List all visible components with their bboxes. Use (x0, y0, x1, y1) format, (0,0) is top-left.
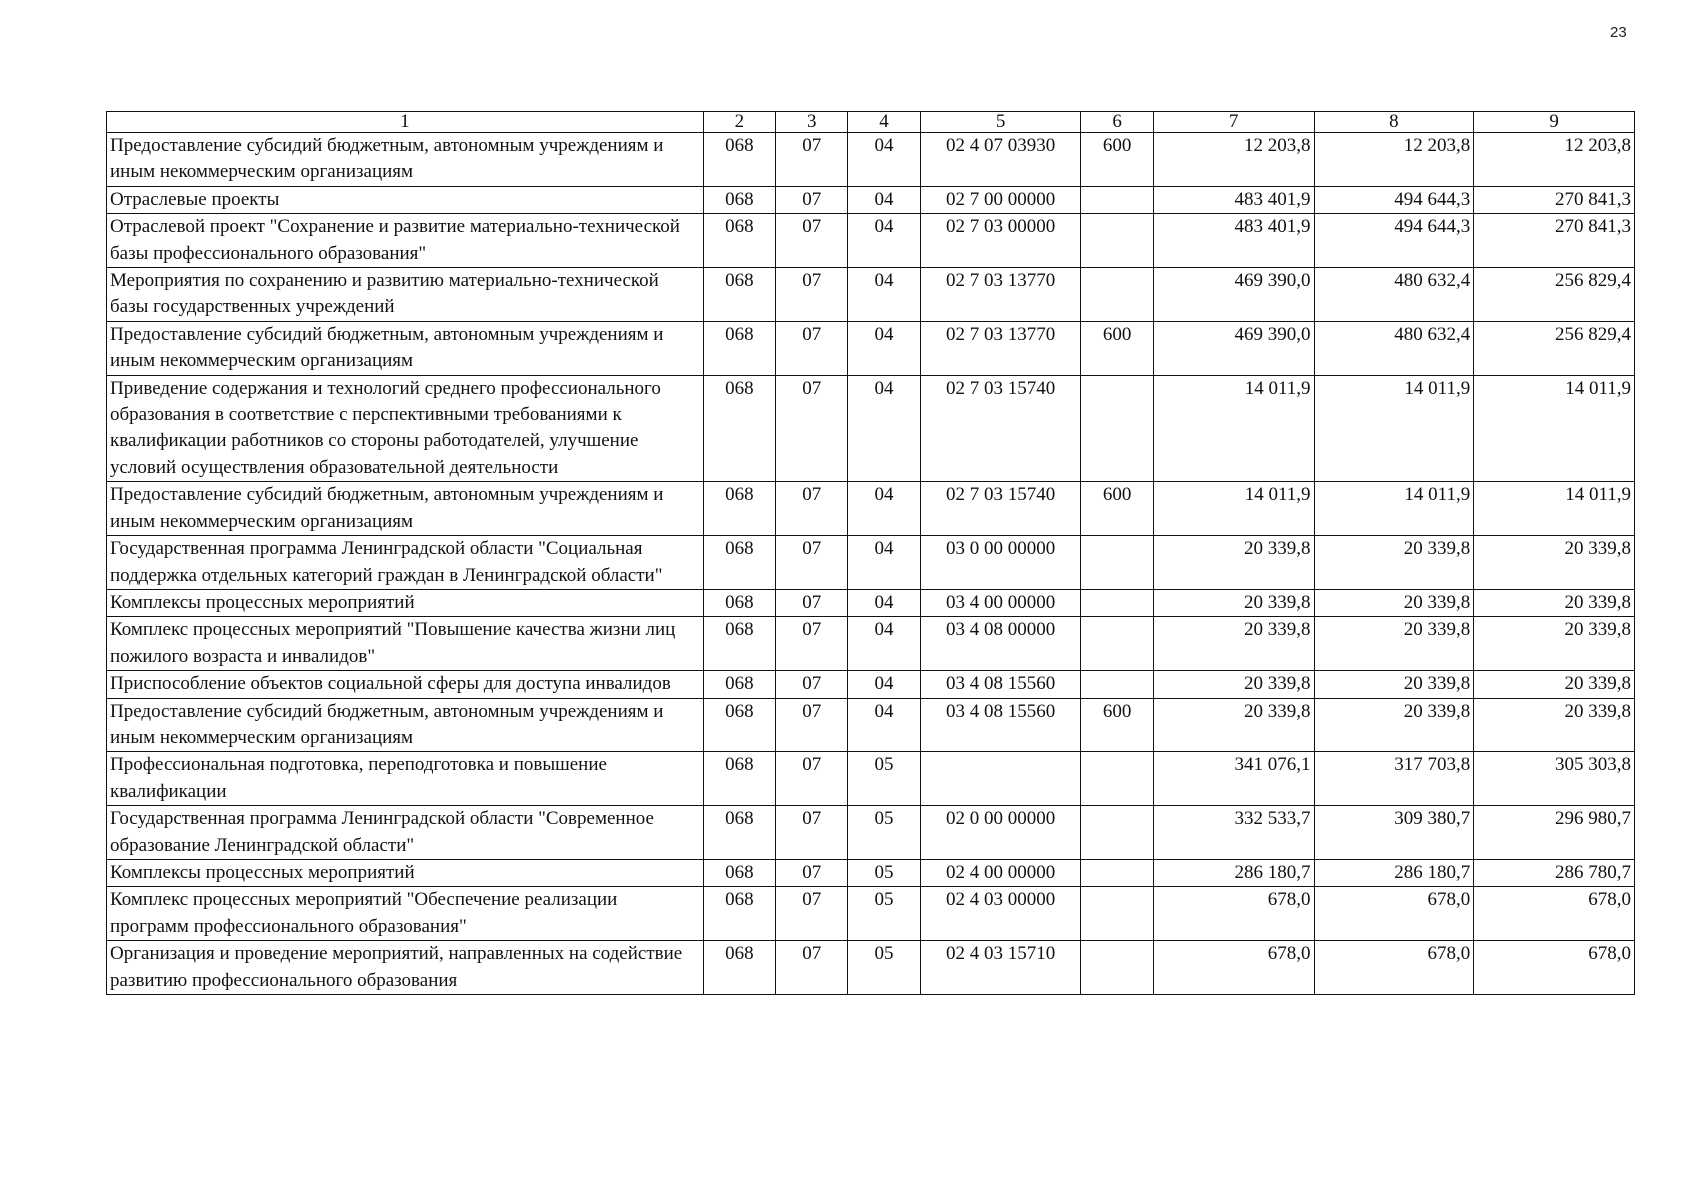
expense-type-cell (1081, 752, 1153, 806)
column-header: 1 (107, 112, 704, 133)
target-article-cell: 03 4 08 15560 (920, 671, 1081, 698)
table-row (107, 806, 1635, 860)
table-row (107, 859, 1635, 886)
section-code-cell: 07 (776, 671, 848, 698)
target-article-cell: 02 0 00 00000 (920, 806, 1081, 860)
ministry-code-cell: 068 (703, 941, 775, 995)
section-code-cell: 07 (776, 214, 848, 268)
subsection-code-cell: 04 (848, 698, 920, 752)
table-row (107, 321, 1635, 375)
amount-col-8-cell: 317 703,8 (1314, 752, 1474, 806)
section-code-cell: 07 (776, 482, 848, 536)
subsection-code-cell: 05 (848, 887, 920, 941)
amount-col-8-cell: 286 180,7 (1314, 859, 1474, 886)
amount-col-7-cell: 469 390,0 (1153, 321, 1314, 375)
column-header: 4 (848, 112, 920, 133)
amount-col-8-cell: 20 339,8 (1314, 617, 1474, 671)
ministry-code-cell: 068 (703, 698, 775, 752)
amount-col-7-cell: 678,0 (1153, 887, 1314, 941)
amount-col-8-cell: 20 339,8 (1314, 698, 1474, 752)
section-code-cell: 07 (776, 698, 848, 752)
subsection-code-cell: 04 (848, 321, 920, 375)
subsection-code-cell: 04 (848, 536, 920, 590)
ministry-code-cell: 068 (703, 186, 775, 213)
amount-col-9-cell: 256 829,4 (1474, 321, 1635, 375)
amount-col-9-cell: 20 339,8 (1474, 589, 1635, 616)
amount-col-8-cell: 480 632,4 (1314, 321, 1474, 375)
expense-type-cell (1081, 806, 1153, 860)
amount-col-7-cell: 483 401,9 (1153, 186, 1314, 213)
amount-col-8-cell: 14 011,9 (1314, 482, 1474, 536)
amount-col-9-cell: 270 841,3 (1474, 214, 1635, 268)
subsection-code-cell: 04 (848, 186, 920, 213)
item-name-cell: Отраслевые проекты (107, 186, 704, 213)
column-header: 8 (1314, 112, 1474, 133)
section-code-cell: 07 (776, 941, 848, 995)
section-code-cell: 07 (776, 859, 848, 886)
table-row (107, 671, 1635, 698)
expense-type-cell (1081, 214, 1153, 268)
amount-col-9-cell: 296 980,7 (1474, 806, 1635, 860)
ministry-code-cell: 068 (703, 617, 775, 671)
column-header: 9 (1474, 112, 1635, 133)
amount-col-8-cell: 20 339,8 (1314, 671, 1474, 698)
expense-type-cell (1081, 671, 1153, 698)
item-name-cell: Предоставление субсидий бюджетным, автономным учреждениям и иным некоммерческим организациям (107, 482, 704, 536)
table-row (107, 375, 1635, 482)
target-article-cell: 03 4 08 00000 (920, 617, 1081, 671)
item-name-cell: Организация и проведение мероприятий, направленных на содействие развитию профессионального образования (107, 941, 704, 995)
section-code-cell: 07 (776, 752, 848, 806)
section-code-cell: 07 (776, 589, 848, 616)
table-row (107, 186, 1635, 213)
subsection-code-cell: 05 (848, 806, 920, 860)
amount-col-9-cell: 270 841,3 (1474, 186, 1635, 213)
expense-type-cell: 600 (1081, 321, 1153, 375)
column-header: 6 (1081, 112, 1153, 133)
expense-type-cell (1081, 536, 1153, 590)
amount-col-7-cell: 469 390,0 (1153, 268, 1314, 322)
target-article-cell: 02 7 03 13770 (920, 321, 1081, 375)
amount-col-9-cell: 286 780,7 (1474, 859, 1635, 886)
ministry-code-cell: 068 (703, 133, 775, 187)
target-article-cell: 02 4 03 00000 (920, 887, 1081, 941)
subsection-code-cell: 04 (848, 375, 920, 482)
ministry-code-cell: 068 (703, 375, 775, 482)
subsection-code-cell: 05 (848, 859, 920, 886)
target-article-cell: 02 7 00 00000 (920, 186, 1081, 213)
subsection-code-cell: 04 (848, 482, 920, 536)
table-row (107, 268, 1635, 322)
target-article-cell: 03 0 00 00000 (920, 536, 1081, 590)
ministry-code-cell: 068 (703, 482, 775, 536)
item-name-cell: Комплекс процессных мероприятий "Повышение качества жизни лиц пожилого возраста и инвалидов" (107, 617, 704, 671)
column-header: 2 (703, 112, 775, 133)
expense-type-cell: 600 (1081, 482, 1153, 536)
table-row (107, 214, 1635, 268)
target-article-cell (920, 752, 1081, 806)
table-row (107, 133, 1635, 187)
amount-col-8-cell: 494 644,3 (1314, 214, 1474, 268)
amount-col-9-cell: 678,0 (1474, 941, 1635, 995)
amount-col-9-cell: 20 339,8 (1474, 671, 1635, 698)
expense-type-cell (1081, 375, 1153, 482)
amount-col-8-cell: 678,0 (1314, 941, 1474, 995)
section-code-cell: 07 (776, 375, 848, 482)
amount-col-8-cell: 14 011,9 (1314, 375, 1474, 482)
column-header: 7 (1153, 112, 1314, 133)
table-row (107, 698, 1635, 752)
ministry-code-cell: 068 (703, 214, 775, 268)
target-article-cell: 03 4 00 00000 (920, 589, 1081, 616)
item-name-cell: Профессиональная подготовка, переподготовка и повышение квалификации (107, 752, 704, 806)
amount-col-9-cell: 20 339,8 (1474, 536, 1635, 590)
ministry-code-cell: 068 (703, 671, 775, 698)
amount-col-9-cell: 678,0 (1474, 887, 1635, 941)
column-header: 3 (776, 112, 848, 133)
section-code-cell: 07 (776, 268, 848, 322)
page-number: 23 (1610, 24, 1627, 41)
ministry-code-cell: 068 (703, 268, 775, 322)
table-row (107, 887, 1635, 941)
expense-type-cell (1081, 589, 1153, 616)
ministry-code-cell: 068 (703, 536, 775, 590)
column-header: 5 (920, 112, 1081, 133)
expense-type-cell: 600 (1081, 133, 1153, 187)
table-row (107, 536, 1635, 590)
item-name-cell: Мероприятия по сохранению и развитию материально-технической базы государственных учреждений (107, 268, 704, 322)
subsection-code-cell: 04 (848, 214, 920, 268)
amount-col-7-cell: 483 401,9 (1153, 214, 1314, 268)
amount-col-8-cell: 480 632,4 (1314, 268, 1474, 322)
target-article-cell: 02 7 03 15740 (920, 375, 1081, 482)
target-article-cell: 02 4 07 03930 (920, 133, 1081, 187)
amount-col-7-cell: 14 011,9 (1153, 482, 1314, 536)
subsection-code-cell: 04 (848, 671, 920, 698)
subsection-code-cell: 04 (848, 589, 920, 616)
table-body (107, 133, 1635, 995)
item-name-cell: Комплексы процессных мероприятий (107, 589, 704, 616)
ministry-code-cell: 068 (703, 752, 775, 806)
item-name-cell: Отраслевой проект "Сохранение и развитие материально-технической базы профессионального образования" (107, 214, 704, 268)
target-article-cell: 02 4 00 00000 (920, 859, 1081, 886)
item-name-cell: Предоставление субсидий бюджетным, автономным учреждениям и иным некоммерческим организациям (107, 321, 704, 375)
amount-col-8-cell: 309 380,7 (1314, 806, 1474, 860)
amount-col-8-cell: 494 644,3 (1314, 186, 1474, 213)
amount-col-7-cell: 332 533,7 (1153, 806, 1314, 860)
target-article-cell: 03 4 08 15560 (920, 698, 1081, 752)
item-name-cell: Комплексы процессных мероприятий (107, 859, 704, 886)
amount-col-8-cell: 678,0 (1314, 887, 1474, 941)
amount-col-9-cell: 256 829,4 (1474, 268, 1635, 322)
item-name-cell: Предоставление субсидий бюджетным, автономным учреждениям и иным некоммерческим организациям (107, 698, 704, 752)
item-name-cell: Государственная программа Ленинградской области "Современное образование Ленинградской области" (107, 806, 704, 860)
amount-col-7-cell: 20 339,8 (1153, 536, 1314, 590)
amount-col-7-cell: 12 203,8 (1153, 133, 1314, 187)
ministry-code-cell: 068 (703, 321, 775, 375)
table-row (107, 617, 1635, 671)
section-code-cell: 07 (776, 617, 848, 671)
target-article-cell: 02 7 03 13770 (920, 268, 1081, 322)
amount-col-7-cell: 341 076,1 (1153, 752, 1314, 806)
amount-col-7-cell: 678,0 (1153, 941, 1314, 995)
amount-col-7-cell: 20 339,8 (1153, 617, 1314, 671)
expense-type-cell: 600 (1081, 698, 1153, 752)
subsection-code-cell: 04 (848, 268, 920, 322)
amount-col-8-cell: 20 339,8 (1314, 589, 1474, 616)
subsection-code-cell: 05 (848, 941, 920, 995)
item-name-cell: Комплекс процессных мероприятий "Обеспечение реализации программ профессионального образования" (107, 887, 704, 941)
item-name-cell: Приспособление объектов социальной сферы для доступа инвалидов (107, 671, 704, 698)
expense-type-cell (1081, 617, 1153, 671)
section-code-cell: 07 (776, 887, 848, 941)
amount-col-7-cell: 20 339,8 (1153, 671, 1314, 698)
target-article-cell: 02 4 03 15710 (920, 941, 1081, 995)
item-name-cell: Предоставление субсидий бюджетным, автономным учреждениям и иным некоммерческим организациям (107, 133, 704, 187)
amount-col-8-cell: 20 339,8 (1314, 536, 1474, 590)
subsection-code-cell: 04 (848, 617, 920, 671)
amount-col-7-cell: 286 180,7 (1153, 859, 1314, 886)
section-code-cell: 07 (776, 186, 848, 213)
ministry-code-cell: 068 (703, 859, 775, 886)
section-code-cell: 07 (776, 133, 848, 187)
amount-col-9-cell: 12 203,8 (1474, 133, 1635, 187)
expense-type-cell (1081, 268, 1153, 322)
item-name-cell: Приведение содержания и технологий среднего профессионального образования в соответствие с перспективными требованиями к квалификации работников со стороны работодателей, улучшение условий осуществления образовательной деятельности (107, 375, 704, 482)
expense-type-cell (1081, 186, 1153, 213)
table-row (107, 941, 1635, 995)
budget-table (106, 111, 1635, 995)
amount-col-9-cell: 305 303,8 (1474, 752, 1635, 806)
section-code-cell: 07 (776, 536, 848, 590)
table-header-row (107, 112, 1635, 133)
amount-col-9-cell: 14 011,9 (1474, 482, 1635, 536)
section-code-cell: 07 (776, 321, 848, 375)
ministry-code-cell: 068 (703, 589, 775, 616)
section-code-cell: 07 (776, 806, 848, 860)
item-name-cell: Государственная программа Ленинградской области "Социальная поддержка отдельных категорий граждан в Ленинградской области" (107, 536, 704, 590)
table-row (107, 589, 1635, 616)
ministry-code-cell: 068 (703, 887, 775, 941)
amount-col-7-cell: 20 339,8 (1153, 698, 1314, 752)
target-article-cell: 02 7 03 00000 (920, 214, 1081, 268)
subsection-code-cell: 05 (848, 752, 920, 806)
expense-type-cell (1081, 941, 1153, 995)
amount-col-9-cell: 14 011,9 (1474, 375, 1635, 482)
amount-col-8-cell: 12 203,8 (1314, 133, 1474, 187)
subsection-code-cell: 04 (848, 133, 920, 187)
expense-type-cell (1081, 887, 1153, 941)
amount-col-9-cell: 20 339,8 (1474, 698, 1635, 752)
amount-col-7-cell: 14 011,9 (1153, 375, 1314, 482)
expense-type-cell (1081, 859, 1153, 886)
table-row (107, 752, 1635, 806)
amount-col-7-cell: 20 339,8 (1153, 589, 1314, 616)
amount-col-9-cell: 20 339,8 (1474, 617, 1635, 671)
table-row (107, 482, 1635, 536)
ministry-code-cell: 068 (703, 806, 775, 860)
target-article-cell: 02 7 03 15740 (920, 482, 1081, 536)
